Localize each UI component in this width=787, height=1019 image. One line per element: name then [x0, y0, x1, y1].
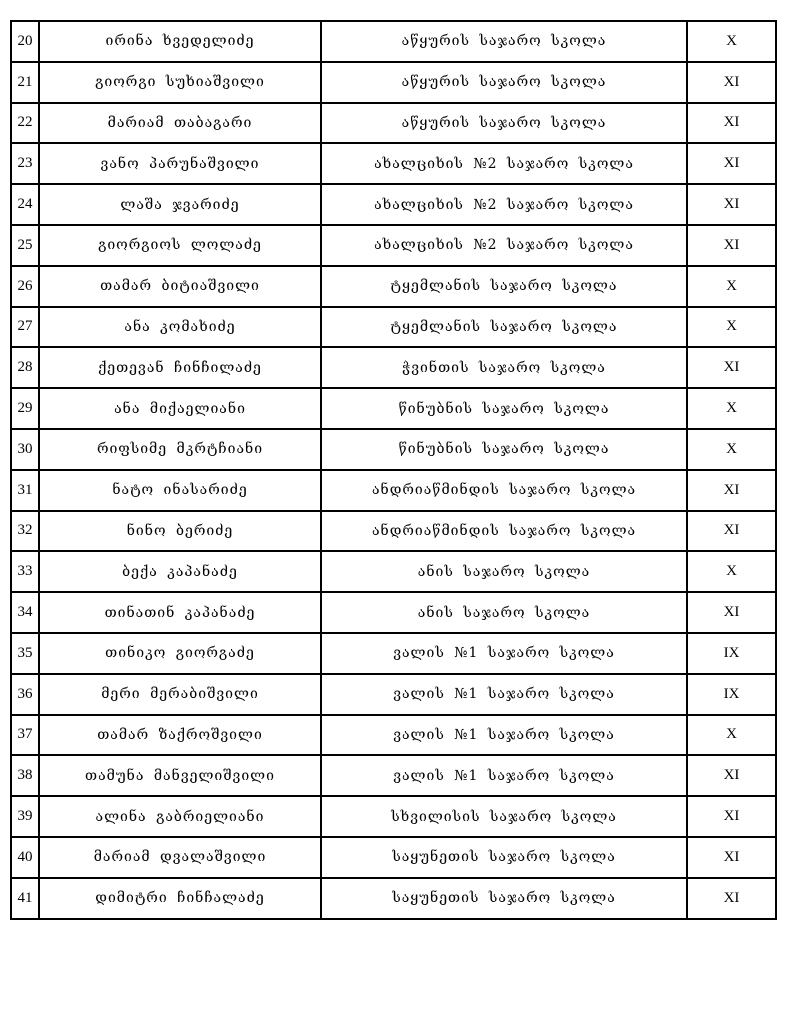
student-name-cell: ალინა გაბრიელიანი	[39, 796, 321, 837]
grade-cell: X	[687, 551, 776, 592]
school-name-cell: აწყურის საჯარო სკოლა	[321, 62, 687, 103]
school-name-cell: ანდრიაწმინდის საჯარო სკოლა	[321, 511, 687, 552]
row-number-cell: 22	[11, 103, 39, 144]
row-number-cell: 28	[11, 347, 39, 388]
grade-cell: XI	[687, 592, 776, 633]
row-number-cell: 33	[11, 551, 39, 592]
school-name-cell: სხვილისის საჯარო სკოლა	[321, 796, 687, 837]
student-name-cell: თამარ ზაქროშვილი	[39, 715, 321, 756]
school-name-cell: ახალციხის №2 საჯარო სკოლა	[321, 143, 687, 184]
school-name-cell: ტყემლანის საჯარო სკოლა	[321, 266, 687, 307]
student-name-cell: თინათინ კაპანაძე	[39, 592, 321, 633]
student-name-cell: ირინა ხვედელიძე	[39, 21, 321, 62]
student-name-cell: თამუნა მანველიშვილი	[39, 755, 321, 796]
table-row	[11, 796, 776, 837]
grade-cell: XI	[687, 837, 776, 878]
grade-cell: X	[687, 21, 776, 62]
school-name-cell: საყუნეთის საჯარო სკოლა	[321, 878, 687, 919]
row-number-cell: 34	[11, 592, 39, 633]
row-number-cell: 21	[11, 62, 39, 103]
row-number-cell: 29	[11, 388, 39, 429]
table-row	[11, 551, 776, 592]
student-table	[10, 20, 777, 920]
row-number-cell: 25	[11, 225, 39, 266]
table-row	[11, 103, 776, 144]
student-name-cell: ანა მიქაელიანი	[39, 388, 321, 429]
student-name-cell: რიფსიმე მკრტჩიანი	[39, 429, 321, 470]
student-table-body	[11, 21, 776, 919]
table-row	[11, 633, 776, 674]
row-number-cell: 41	[11, 878, 39, 919]
student-name-cell: ნინო ბერიძე	[39, 511, 321, 552]
grade-cell: XI	[687, 62, 776, 103]
grade-cell: XI	[687, 796, 776, 837]
table-row	[11, 878, 776, 919]
row-number-cell: 39	[11, 796, 39, 837]
table-row	[11, 715, 776, 756]
table-row	[11, 511, 776, 552]
table-row	[11, 429, 776, 470]
grade-cell: XI	[687, 347, 776, 388]
row-number-cell: 38	[11, 755, 39, 796]
school-name-cell: ვალის №1 საჯარო სკოლა	[321, 755, 687, 796]
student-name-cell: დიმიტრი ჩინჩალაძე	[39, 878, 321, 919]
student-name-cell: თინიკო გიორგაძე	[39, 633, 321, 674]
row-number-cell: 23	[11, 143, 39, 184]
student-name-cell: მარიამ თაბაგარი	[39, 103, 321, 144]
table-row	[11, 674, 776, 715]
student-name-cell: ლაშა ჯვარიძე	[39, 184, 321, 225]
grade-cell: IX	[687, 674, 776, 715]
table-row	[11, 307, 776, 348]
grade-cell: XI	[687, 143, 776, 184]
table-row	[11, 266, 776, 307]
grade-cell: XI	[687, 184, 776, 225]
student-name-cell: მარიამ დვალაშვილი	[39, 837, 321, 878]
table-row	[11, 62, 776, 103]
grade-cell: XI	[687, 470, 776, 511]
school-name-cell: ანის საჯარო სკოლა	[321, 592, 687, 633]
grade-cell: XI	[687, 225, 776, 266]
table-row	[11, 143, 776, 184]
school-name-cell: ვალის №1 საჯარო სკოლა	[321, 633, 687, 674]
row-number-cell: 40	[11, 837, 39, 878]
student-name-cell: მერი მერაბიშვილი	[39, 674, 321, 715]
table-row	[11, 837, 776, 878]
row-number-cell: 36	[11, 674, 39, 715]
grade-cell: X	[687, 429, 776, 470]
table-row	[11, 470, 776, 511]
school-name-cell: ჭვინთის საჯარო სკოლა	[321, 347, 687, 388]
student-name-cell: გიორგიოს ლოლაძე	[39, 225, 321, 266]
school-name-cell: ვალის №1 საჯარო სკოლა	[321, 715, 687, 756]
school-name-cell: წინუბნის საჯარო სკოლა	[321, 388, 687, 429]
table-row	[11, 347, 776, 388]
student-name-cell: ვანო პარუნაშვილი	[39, 143, 321, 184]
table-row	[11, 184, 776, 225]
row-number-cell: 24	[11, 184, 39, 225]
grade-cell: X	[687, 266, 776, 307]
grade-cell: IX	[687, 633, 776, 674]
row-number-cell: 30	[11, 429, 39, 470]
grade-cell: XI	[687, 103, 776, 144]
school-name-cell: ახალციხის №2 საჯარო სკოლა	[321, 184, 687, 225]
grade-cell: X	[687, 388, 776, 429]
row-number-cell: 37	[11, 715, 39, 756]
row-number-cell: 31	[11, 470, 39, 511]
school-name-cell: წინუბნის საჯარო სკოლა	[321, 429, 687, 470]
student-name-cell: თამარ ბიტიაშვილი	[39, 266, 321, 307]
school-name-cell: ტყემლანის საჯარო სკოლა	[321, 307, 687, 348]
school-name-cell: ანდრიაწმინდის საჯარო სკოლა	[321, 470, 687, 511]
table-row	[11, 755, 776, 796]
student-name-cell: ბექა კაპანაძე	[39, 551, 321, 592]
grade-cell: X	[687, 307, 776, 348]
row-number-cell: 20	[11, 21, 39, 62]
school-name-cell: ვალის №1 საჯარო სკოლა	[321, 674, 687, 715]
school-name-cell: აწყურის საჯარო სკოლა	[321, 21, 687, 62]
grade-cell: X	[687, 715, 776, 756]
table-row	[11, 592, 776, 633]
row-number-cell: 35	[11, 633, 39, 674]
student-name-cell: ქეთევან ჩინჩილაძე	[39, 347, 321, 388]
student-name-cell: ანა კომახიძე	[39, 307, 321, 348]
student-name-cell: გიორგი სუხიაშვილი	[39, 62, 321, 103]
school-name-cell: აწყურის საჯარო სკოლა	[321, 103, 687, 144]
table-row	[11, 225, 776, 266]
school-name-cell: ახალციხის №2 საჯარო სკოლა	[321, 225, 687, 266]
school-name-cell: საყუნეთის საჯარო სკოლა	[321, 837, 687, 878]
table-row	[11, 388, 776, 429]
student-name-cell: ნატო ინასარიძე	[39, 470, 321, 511]
grade-cell: XI	[687, 511, 776, 552]
row-number-cell: 27	[11, 307, 39, 348]
row-number-cell: 32	[11, 511, 39, 552]
school-name-cell: ანის საჯარო სკოლა	[321, 551, 687, 592]
table-row	[11, 21, 776, 62]
row-number-cell: 26	[11, 266, 39, 307]
grade-cell: XI	[687, 878, 776, 919]
grade-cell: XI	[687, 755, 776, 796]
